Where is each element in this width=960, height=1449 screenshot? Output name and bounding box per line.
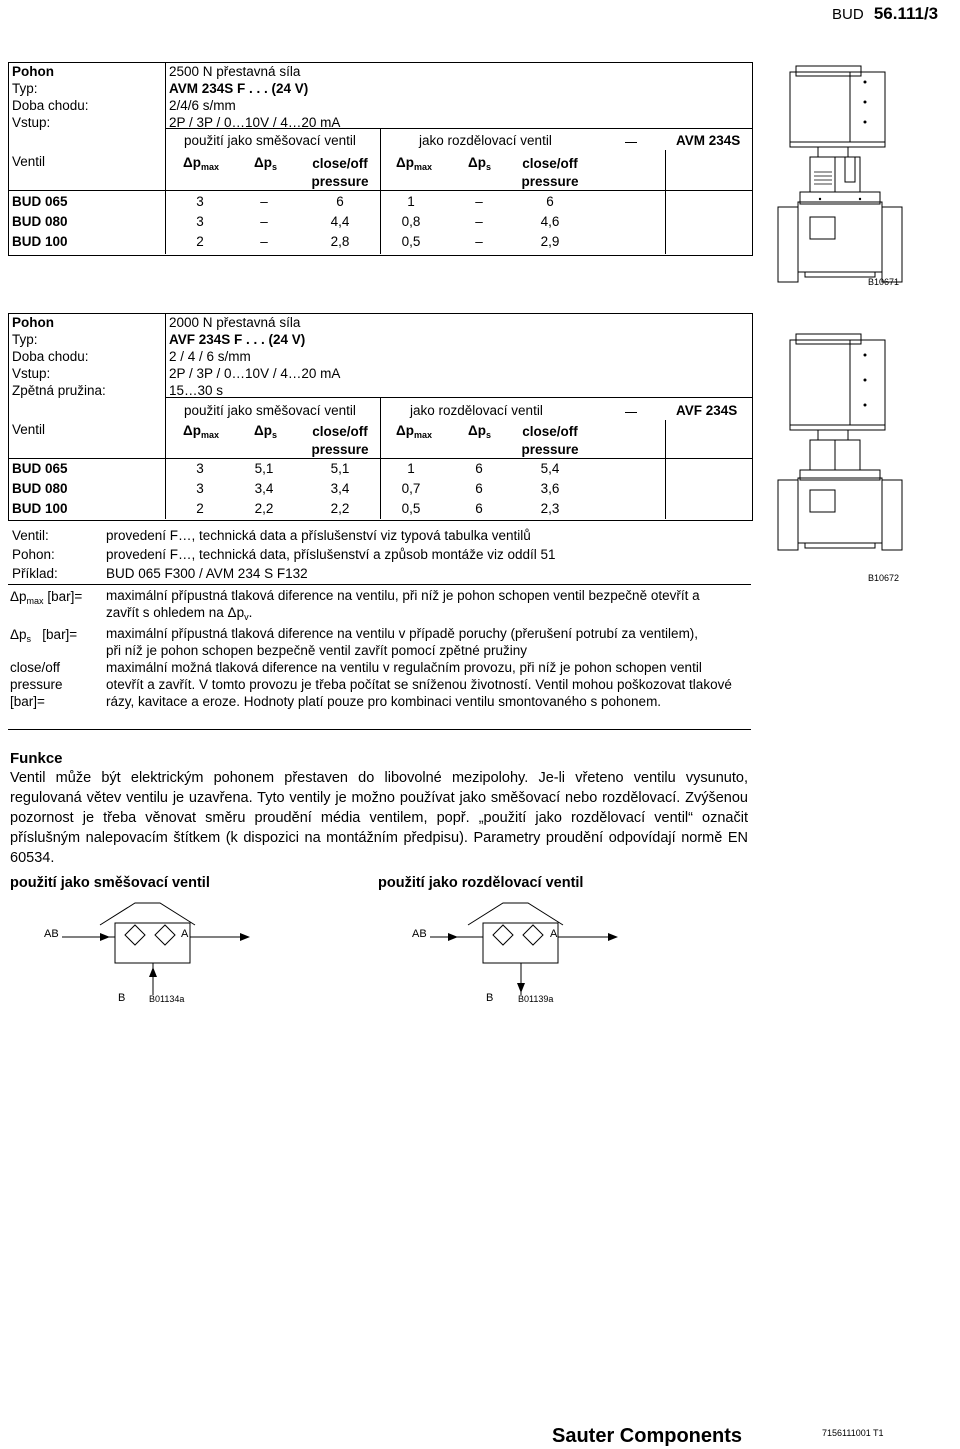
def-pmax-label: $\Delta p_{max}$ [bar]=: [10, 589, 83, 606]
label-doba-2: Doba chodu:: [12, 349, 89, 364]
use-div-label: jako rozdělovací ventil: [419, 133, 552, 148]
note-pohon-text: provedení F…, technická data, příslušenství a způsob montáže viz oddíl 51: [106, 547, 556, 562]
table-cell-name: BUD 080: [12, 214, 68, 229]
header-close-off-4: close/off pressure: [521, 424, 579, 457]
value-doba: 2/4/6 s/mm: [169, 98, 236, 113]
table-cell-close: 4,4: [330, 214, 350, 229]
mix-diagram-title: použití jako směšovací ventil: [10, 875, 210, 891]
valve-actuator-drawing: [770, 62, 910, 292]
figure-label-1: B10671: [868, 277, 900, 287]
def-pmax-text: maximální přípustná tlaková diference na ventilu, při níž je pohon schopen ventil bezpečně otevřít a zavřít s ohledem na $\Delta p_v$.: [106, 588, 700, 622]
header-dps-4: $\Delta p_s$: [468, 423, 491, 440]
table-divider: [380, 397, 381, 519]
mix-label-ab: AB: [44, 928, 59, 940]
header-close-off: close/off pressure: [311, 156, 369, 189]
table-cell-ps: –: [260, 234, 268, 249]
table-cell-ps2: 6: [475, 481, 483, 496]
table-cell-pmax: 3: [196, 214, 204, 229]
value-doba-2: 2 / 4 / 6 s/mm: [169, 349, 251, 364]
figure-label-2: B10672: [868, 573, 900, 583]
use-mix-label-2: použití jako směšovací ventil: [184, 403, 356, 418]
table-cell-close2: 6: [546, 194, 554, 209]
table-cell-pmax: 2: [196, 501, 204, 516]
header-dpmax: $\Delta p_{max}$: [183, 155, 219, 172]
table-cell-name: BUD 100: [12, 501, 68, 516]
header-dps: $\Delta p_s$: [254, 155, 277, 172]
footer-brand: Sauter Components: [552, 1425, 743, 1447]
table-cell-ps: 2,2: [254, 501, 274, 516]
table-cell-close: 3,4: [330, 481, 350, 496]
table-divider: [665, 420, 666, 519]
div-label-ab: AB: [412, 928, 427, 940]
table-cell-close: 5,1: [330, 461, 350, 476]
table-cell-ps2: –: [475, 194, 483, 209]
table-cell-close2: 4,6: [540, 214, 560, 229]
header-close-off-2: close/off pressure: [521, 156, 579, 189]
label-doba: Doba chodu:: [12, 98, 89, 113]
header-dpmax-4: $\Delta p_{max}$: [396, 423, 432, 440]
table-divider: [165, 313, 166, 519]
label-vstup: Vstup:: [12, 115, 51, 130]
table-cell-ps: 3,4: [254, 481, 274, 496]
table-divider: [380, 128, 381, 254]
table-cell-name: BUD 100: [12, 234, 68, 249]
table-rule: [165, 397, 752, 398]
value-typ: AVM 234S F . . . (24 V): [169, 81, 309, 96]
div-label-b: B: [486, 992, 494, 1004]
header-close-off-3: close/off pressure: [311, 424, 369, 457]
table-cell-close2: 2,9: [540, 234, 560, 249]
table-cell-pmax: 2: [196, 234, 204, 249]
use-div-label-2: jako rozdělovací ventil: [410, 403, 543, 418]
label-pohon: Pohon: [12, 64, 54, 79]
value-pohon: 2500 N přestavná síla: [169, 64, 301, 79]
table-cell-name: BUD 065: [12, 194, 68, 209]
header-dps-3: $\Delta p_s$: [254, 423, 277, 440]
table-cell-ps2: 6: [475, 501, 483, 516]
rule: [8, 729, 751, 730]
dash: [625, 142, 637, 143]
table-cell-ps2: –: [475, 234, 483, 249]
label-pruzina: Zpětná pružina:: [12, 383, 106, 398]
table-cell-ps2: 6: [475, 461, 483, 476]
mix-label-b: B: [118, 992, 126, 1004]
rule: [8, 584, 751, 585]
table-cell-pmax2: 0,8: [401, 214, 421, 229]
table-cell-close2: 2,3: [540, 501, 560, 516]
note-priklad-text: BUD 065 F300 / AVM 234 S F132: [106, 566, 308, 581]
def-close-label: close/off pressure [bar]=: [10, 660, 63, 709]
label-ventil-2: Ventil: [12, 422, 46, 437]
mix-code: B01134a: [149, 994, 185, 1004]
header-dps-2: $\Delta p_s$: [468, 155, 491, 172]
div-diagram-title: použití jako rozdělovací ventil: [378, 875, 584, 891]
def-close-text: maximální možná tlaková diference na ventilu v regulačním provozu, při níž je pohon schopen ventil otevřít a zavřít. V tomto provozu je třeba počítat se sníženou životností. Ventil mohou poškozovat tlakové rázy, kavitace a eroze. Hodnoty platí pouze pro kombinaci ventilu smontovaného s pohonem.: [106, 660, 732, 709]
div-label-a: A: [550, 928, 558, 940]
header-prefix: BUD: [832, 6, 864, 23]
label-pohon-2: Pohon: [12, 315, 54, 330]
table-cell-name: BUD 080: [12, 481, 68, 496]
funkce-text: Ventil může být elektrickým pohonem přestaven do libovolné mezipolohy. Je-li vřeteno ventilu vysunuto, regulovaná větev ventilu je uzavřena. Tyto ventily je možno používat jako směšovací nebo rozdělovací. Zvýšenou pozornost je třeba věnovat směru proudění média ventilem, popř. „použití jako rozdělovací ventil“ označit příslušným nalepovacím štítkem (k dispozici na montážním předpisu). Parametry proudění odpovídají normě EN 60534.: [10, 770, 748, 866]
funkce-title: Funkce: [10, 750, 63, 767]
table-cell-pmax2: 1: [407, 461, 415, 476]
table-cell-pmax2: 1: [407, 194, 415, 209]
table-cell-pmax2: 0,5: [401, 501, 421, 516]
header-code: 56.111/3: [873, 4, 939, 23]
table-cell-close: 6: [336, 194, 344, 209]
valve-actuator-spring-drawing: [770, 330, 910, 560]
table-cell-ps: –: [260, 214, 268, 229]
model-label: AVM 234S: [676, 133, 741, 148]
value-typ-2: AVF 234S F . . . (24 V): [169, 332, 306, 347]
mix-label-a: A: [181, 928, 189, 940]
table-divider: [165, 62, 166, 254]
def-ps-text: maximální přípustná tlaková diference na ventilu v případě poruchy (přerušení potrubí za ventilem), při níž je pohon schopen bezpečně ventil zavřít pomocí zpětné pružiny: [106, 626, 699, 658]
table-cell-pmax: 3: [196, 461, 204, 476]
label-typ: Typ:: [12, 81, 38, 96]
table-divider: [665, 150, 666, 254]
note-ventil-text: provedení F…, technická data a příslušenství viz typová tabulka ventilů: [106, 528, 531, 543]
table-cell-close: 2,2: [330, 501, 350, 516]
table-cell-pmax: 3: [196, 481, 204, 496]
footer-code: 7156111001 T1: [822, 1428, 884, 1438]
value-vstup: 2P / 3P / 0…10V / 4…20 mA: [169, 115, 341, 130]
value-vstup-2: 2P / 3P / 0…10V / 4…20 mA: [169, 366, 341, 381]
value-pohon-2: 2000 N přestavná síla: [169, 315, 301, 330]
dash: [625, 412, 637, 413]
label-vstup-2: Vstup:: [12, 366, 51, 381]
table-cell-close2: 3,6: [540, 481, 560, 496]
div-code: B01139a: [518, 994, 554, 1004]
table-cell-ps: 5,1: [254, 461, 274, 476]
header-dpmax-2: $\Delta p_{max}$: [396, 155, 432, 172]
label-typ-2: Typ:: [12, 332, 38, 347]
note-ventil-label: Ventil:: [12, 528, 49, 543]
note-priklad-label: Příklad:: [12, 566, 58, 581]
table-cell-pmax2: 0,7: [401, 481, 421, 496]
table-cell-ps: –: [260, 194, 268, 209]
use-mix-label: použití jako směšovací ventil: [184, 133, 356, 148]
table-cell-pmax2: 0,5: [401, 234, 421, 249]
header: [832, 4, 938, 24]
table-cell-close2: 5,4: [540, 461, 560, 476]
header-dpmax-3: $\Delta p_{max}$: [183, 423, 219, 440]
table-cell-close: 2,8: [330, 234, 350, 249]
value-pruzina: 15…30 s: [169, 383, 224, 398]
label-ventil: Ventil: [12, 154, 46, 169]
note-pohon-label: Pohon:: [12, 547, 55, 562]
table-cell-name: BUD 065: [12, 461, 68, 476]
model-label-2: AVF 234S: [676, 403, 738, 418]
def-ps-label: $\Delta p_s$ [bar]=: [10, 627, 78, 644]
table-cell-ps2: –: [475, 214, 483, 229]
table-cell-pmax: 3: [196, 194, 204, 209]
